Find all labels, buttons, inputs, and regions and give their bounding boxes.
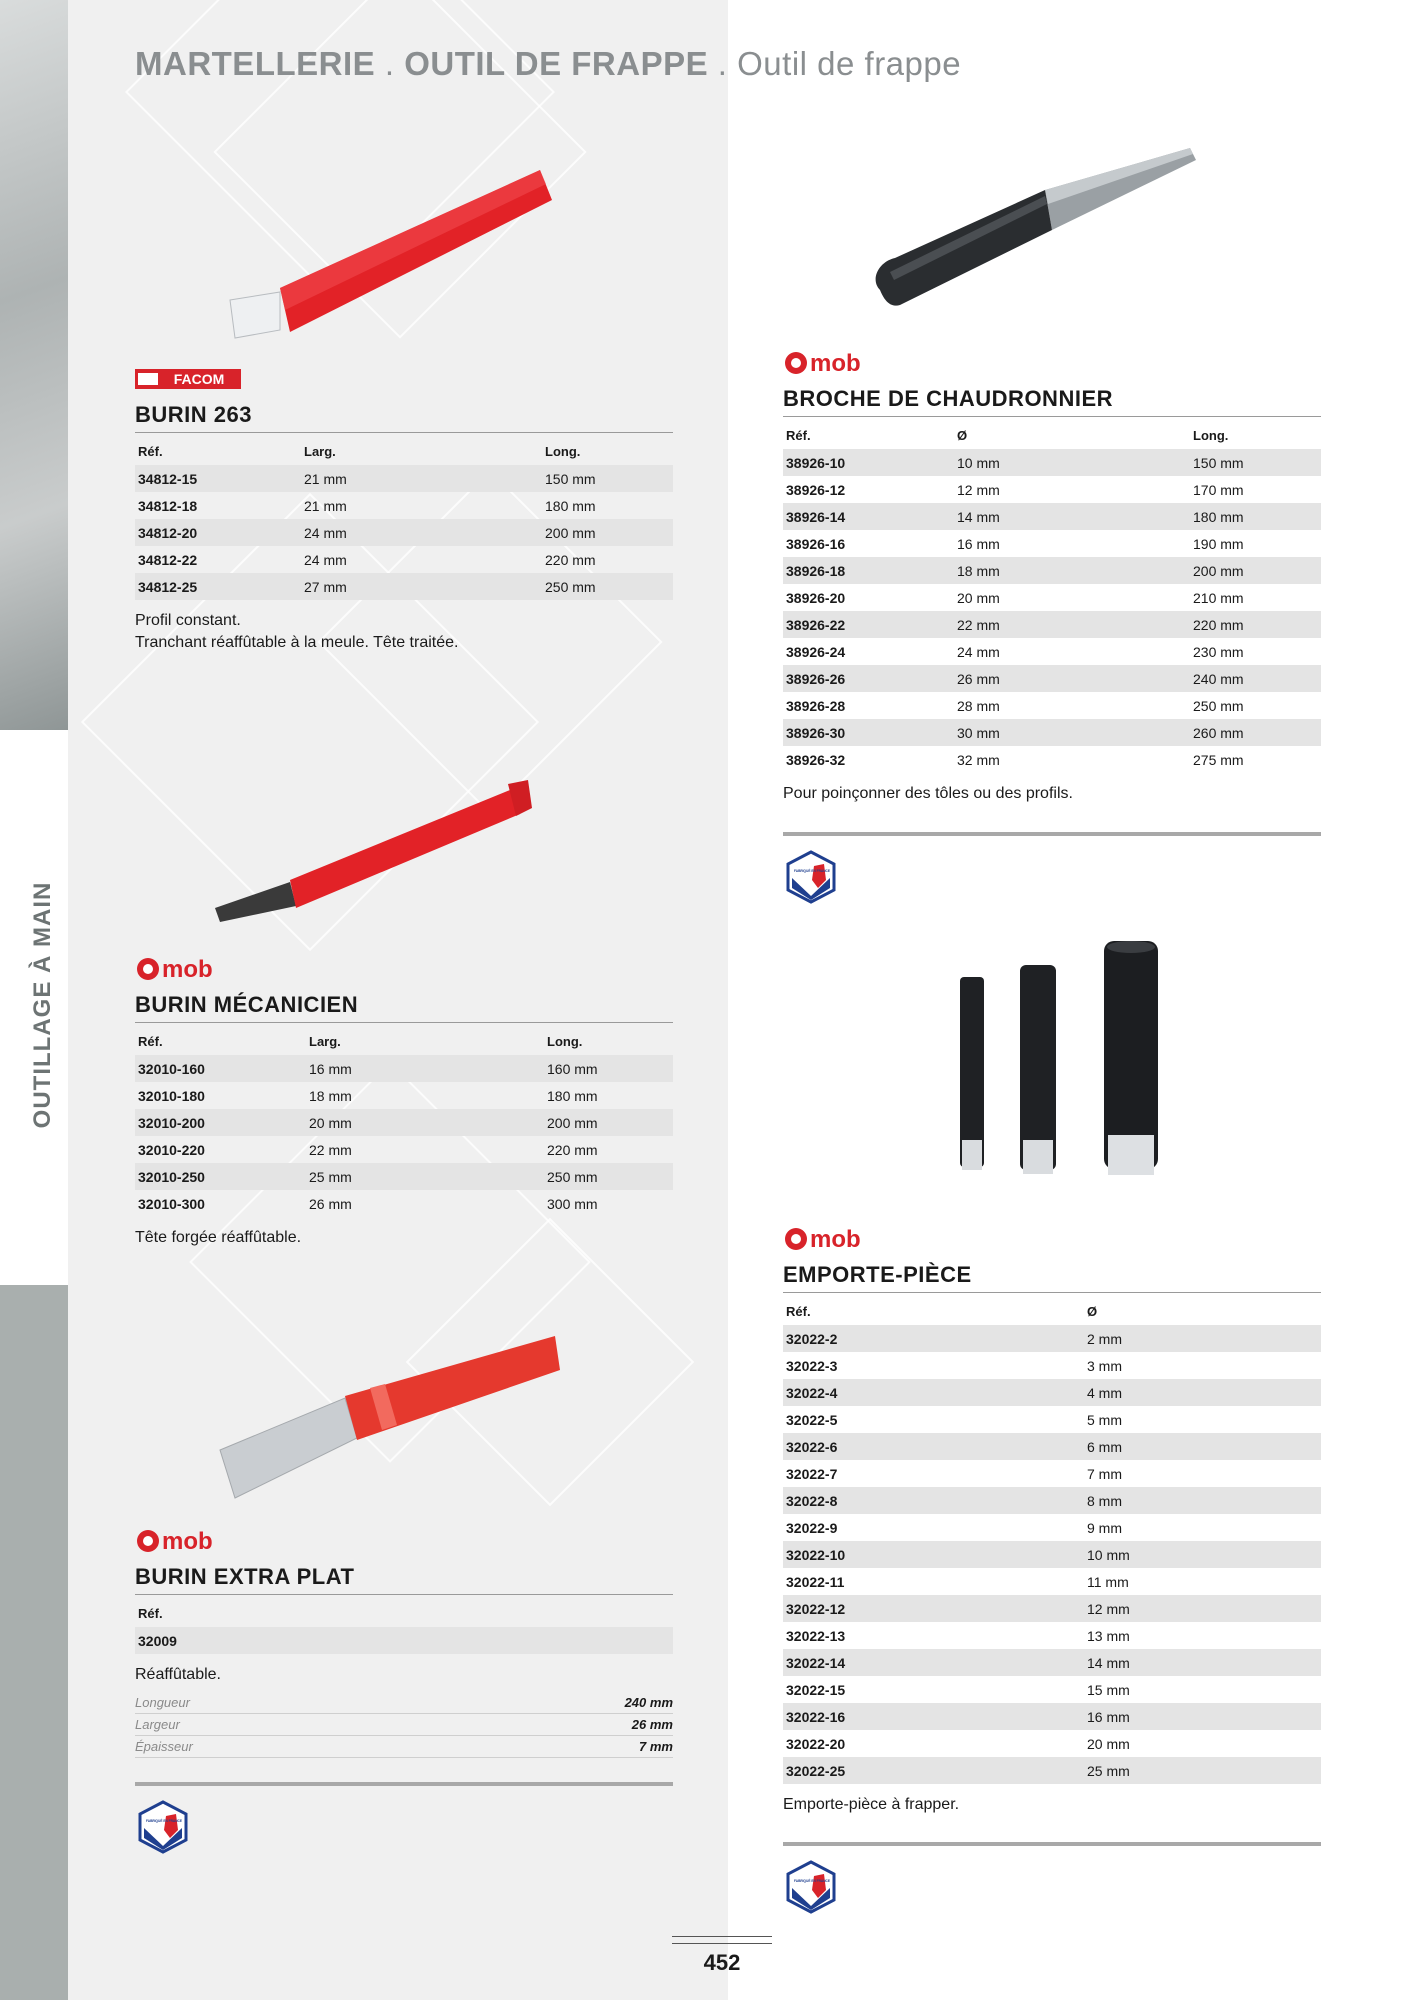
table-row (783, 1352, 1321, 1379)
product-title: BURIN MÉCANICIEN (135, 992, 673, 1023)
ref-cell: 34812-25 (135, 573, 301, 600)
product-description: Emporte-pièce à frapper. (783, 1796, 960, 1813)
ref-cell: 32022-4 (783, 1379, 1084, 1406)
section-divider (783, 832, 1321, 836)
column-header: Réf. (786, 428, 811, 443)
brand-name: mob (162, 1528, 213, 1554)
burin-mecanicien-section (135, 956, 673, 1249)
ref-cell: 38926-32 (786, 751, 846, 768)
ref-cell: 32022-7 (786, 1465, 838, 1482)
diameter-cell: 25 mm (1084, 1757, 1321, 1784)
sidebar-bottom-band (0, 1285, 68, 2000)
length-cell: 180 mm (547, 1087, 598, 1104)
dimension-value: 7 mm (639, 1739, 673, 1754)
ref-cell: 32010-180 (138, 1087, 205, 1104)
ref-cell: 32022-2 (783, 1325, 1084, 1352)
length-cell: 250 mm (544, 1163, 673, 1190)
table-row (783, 503, 1321, 530)
width-cell: 21 mm (304, 497, 347, 514)
table-row (783, 1757, 1321, 1784)
diameter-cell: 10 mm (1084, 1541, 1321, 1568)
product-title: BURIN EXTRA PLAT (135, 1564, 673, 1595)
ref-cell: 38926-28 (786, 697, 846, 714)
burin-263-image (220, 160, 560, 350)
description-line: Tranchant réaffûtable à la meule. Tête traitée. (135, 634, 459, 651)
column-header: Ø (1087, 1304, 1098, 1319)
table-row (135, 519, 673, 546)
diameter-cell: 10 mm (954, 449, 1190, 476)
product-title: BURIN 263 (135, 402, 673, 433)
ref-cell: 32022-9 (786, 1519, 838, 1536)
length-cell: 210 mm (1193, 589, 1244, 606)
spec-table (135, 1599, 673, 1654)
table-row (783, 1568, 1321, 1595)
diameter-cell: 20 mm (957, 589, 1000, 606)
title-separator: . (708, 45, 738, 82)
diameter-cell: 8 mm (1084, 1487, 1321, 1514)
length-cell: 190 mm (1193, 535, 1244, 552)
table-row (783, 1703, 1321, 1730)
spec-table (783, 421, 1321, 773)
brand-mob (135, 1528, 673, 1554)
table-row (783, 1379, 1321, 1406)
made-in-france-icon (136, 1800, 190, 1854)
width-cell: 24 mm (304, 551, 347, 568)
table-row (783, 692, 1321, 719)
table-row (783, 1622, 1321, 1649)
width-cell: 18 mm (309, 1087, 352, 1104)
table-row (783, 665, 1321, 692)
diameter-cell: 26 mm (954, 665, 1190, 692)
width-cell: 16 mm (306, 1055, 544, 1082)
brand-mob (135, 956, 673, 982)
table-row (783, 1514, 1321, 1541)
ref-cell: 38926-14 (783, 503, 954, 530)
length-cell: 230 mm (1193, 643, 1244, 660)
ref-cell: 32022-16 (783, 1703, 1084, 1730)
length-cell: 275 mm (1193, 751, 1244, 768)
dimension-row (135, 1736, 673, 1758)
ref-cell: 32022-10 (783, 1541, 1084, 1568)
diameter-cell: 12 mm (1084, 1595, 1321, 1622)
diameter-cell: 12 mm (957, 481, 1000, 498)
width-cell: 26 mm (309, 1195, 352, 1212)
emporte-piece-image (950, 935, 1170, 1205)
length-cell: 180 mm (545, 497, 596, 514)
ref-cell: 34812-20 (135, 519, 301, 546)
diameter-cell: 13 mm (1087, 1627, 1130, 1644)
column-header: Larg. (304, 444, 336, 459)
diameter-cell: 11 mm (1087, 1573, 1129, 1590)
table-row (135, 1055, 673, 1082)
badge-text: FABRIQUÉ EN FRANCE (794, 869, 830, 873)
diameter-cell: 28 mm (957, 697, 1000, 714)
section-label: OUTILLAGE À MAIN (29, 881, 56, 1129)
ref-cell: 32022-6 (783, 1433, 1084, 1460)
table-row (783, 1433, 1321, 1460)
table-row (783, 584, 1321, 611)
diameter-cell: 4 mm (1084, 1379, 1321, 1406)
length-cell: 220 mm (545, 551, 596, 568)
ref-cell: 38926-20 (786, 589, 846, 606)
ref-cell: 34812-18 (138, 497, 198, 514)
width-cell: 20 mm (306, 1109, 544, 1136)
ref-cell: 38926-24 (786, 643, 846, 660)
diameter-cell: 32 mm (957, 751, 1000, 768)
burin-extra-plat-image (215, 1330, 565, 1510)
made-in-france-icon (784, 1860, 838, 1914)
ref-cell: 38926-12 (786, 481, 846, 498)
dimension-label: Longueur (135, 1695, 190, 1710)
page-number: 452 (703, 1950, 741, 1975)
spec-table (135, 437, 673, 600)
title-family: Outil de frappe (737, 45, 962, 82)
ref-cell: 38926-10 (783, 449, 954, 476)
table-row (135, 573, 673, 600)
dimension-value: 240 mm (624, 1695, 673, 1710)
column-header: Réf. (786, 1304, 811, 1319)
mob-logo-icon (135, 956, 239, 982)
mob-logo-icon (783, 350, 887, 376)
length-cell: 200 mm (542, 519, 673, 546)
mob-logo-icon (783, 1226, 887, 1252)
ref-cell: 38926-16 (786, 535, 846, 552)
length-cell: 200 mm (1190, 557, 1321, 584)
dimension-label: Épaisseur (135, 1739, 193, 1754)
title-subcategory: OUTIL DE FRAPPE (404, 45, 709, 82)
length-cell: 260 mm (1190, 719, 1321, 746)
broche-section (783, 350, 1321, 805)
length-cell: 160 mm (544, 1055, 673, 1082)
table-row (135, 1627, 673, 1654)
table-row (135, 1163, 673, 1190)
column-header: Larg. (309, 1034, 341, 1049)
diameter-cell: 18 mm (954, 557, 1190, 584)
diameter-cell: 7 mm (1087, 1465, 1122, 1482)
length-cell: 250 mm (542, 573, 673, 600)
table-row (135, 1082, 673, 1109)
table-row (783, 746, 1321, 773)
diameter-cell: 5 mm (1087, 1411, 1122, 1428)
diameter-cell: 14 mm (954, 503, 1190, 530)
ref-cell: 32010-200 (135, 1109, 306, 1136)
diameter-cell: 2 mm (1084, 1325, 1321, 1352)
length-cell: 170 mm (1193, 481, 1244, 498)
column-header: Réf. (138, 1034, 163, 1049)
table-row (783, 476, 1321, 503)
ref-cell: 32022-8 (783, 1487, 1084, 1514)
product-description: Tête forgée réaffûtable. (135, 1229, 302, 1246)
ref-cell: 38926-18 (783, 557, 954, 584)
length-cell: 300 mm (547, 1195, 598, 1212)
ref-cell: 38926-30 (783, 719, 954, 746)
ref-cell: 32022-25 (783, 1757, 1084, 1784)
ref-cell: 34812-15 (135, 465, 301, 492)
sidebar-decoration (0, 0, 68, 730)
table-row (135, 1109, 673, 1136)
ref-cell: 34812-22 (138, 551, 198, 568)
table-row (135, 1136, 673, 1163)
burin-extra-plat-section (135, 1528, 673, 1758)
ref-cell: 32022-15 (786, 1681, 846, 1698)
length-cell: 150 mm (542, 465, 673, 492)
column-header: Long. (547, 1034, 583, 1049)
ref-cell: 38926-22 (783, 611, 954, 638)
brand-name: mob (810, 1226, 861, 1252)
table-row (783, 557, 1321, 584)
burin-mecanicien-image (210, 780, 540, 940)
dimension-label: Largeur (135, 1717, 180, 1732)
diameter-cell: 15 mm (1087, 1681, 1130, 1698)
table-row (783, 1649, 1321, 1676)
dimension-value: 26 mm (631, 1717, 673, 1732)
badge-text: FABRIQUÉ EN FRANCE (146, 1819, 182, 1823)
broche-image (860, 140, 1200, 320)
diameter-cell: 14 mm (1084, 1649, 1321, 1676)
ref-cell: 32010-250 (135, 1163, 306, 1190)
column-header: Réf. (138, 444, 163, 459)
page-number-rule (672, 1936, 772, 1944)
ref-cell: 32022-14 (783, 1649, 1084, 1676)
diameter-cell: 30 mm (954, 719, 1190, 746)
length-cell: 220 mm (1190, 611, 1321, 638)
diameter-cell: 6 mm (1084, 1433, 1321, 1460)
burin-263-section (135, 366, 673, 654)
table-row (783, 1676, 1321, 1703)
brand-name: mob (810, 350, 861, 376)
dimension-row (135, 1714, 673, 1736)
width-cell: 27 mm (301, 573, 542, 600)
badge-text: FABRIQUÉ EN FRANCE (794, 1879, 830, 1883)
ref-cell: 38926-26 (783, 665, 954, 692)
diameter-cell: 9 mm (1087, 1519, 1122, 1536)
column-header: Long. (1193, 428, 1229, 443)
table-row (783, 449, 1321, 476)
length-cell: 150 mm (1190, 449, 1321, 476)
column-header: Long. (545, 444, 581, 459)
diameter-cell: 22 mm (954, 611, 1190, 638)
brand-name: mob (162, 956, 213, 982)
column-header: Ø (957, 428, 968, 443)
table-row (783, 1541, 1321, 1568)
title-category: MARTELLERIE (135, 45, 376, 82)
product-title: BROCHE DE CHAUDRONNIER (783, 386, 1321, 417)
table-row (783, 1730, 1321, 1757)
length-cell: 250 mm (1193, 697, 1244, 714)
made-in-france-icon (784, 850, 838, 904)
table-row (135, 465, 673, 492)
table-row (783, 1595, 1321, 1622)
width-cell: 25 mm (306, 1163, 544, 1190)
ref-cell: 32010-300 (138, 1195, 205, 1212)
diameter-cell: 16 mm (1084, 1703, 1321, 1730)
brand-name: FACOM (173, 371, 225, 387)
ref-cell: 32010-160 (135, 1055, 306, 1082)
brand-facom (135, 366, 673, 392)
product-description: Pour poinçonner des tôles ou des profils. (783, 785, 1073, 802)
column-header: Réf. (138, 1606, 163, 1621)
product-title: EMPORTE-PIÈCE (783, 1262, 1321, 1293)
table-row (783, 530, 1321, 557)
spec-table (783, 1297, 1321, 1784)
length-cell: 200 mm (544, 1109, 673, 1136)
table-row (783, 611, 1321, 638)
mob-logo-icon (135, 1528, 239, 1554)
table-row (783, 638, 1321, 665)
table-row (135, 492, 673, 519)
diameter-cell: 24 mm (957, 643, 1000, 660)
table-row (783, 1460, 1321, 1487)
emporte-piece-section (783, 1226, 1321, 1816)
product-description: Réaffûtable. (135, 1666, 221, 1683)
diameter-cell: 16 mm (957, 535, 1000, 552)
table-row (135, 1190, 673, 1217)
title-separator: . (375, 45, 405, 82)
ref-cell: 32022-12 (783, 1595, 1084, 1622)
section-divider (135, 1782, 673, 1786)
ref-cell: 32009 (135, 1627, 673, 1654)
ref-cell: 32022-20 (786, 1735, 846, 1752)
dimensions-list (135, 1692, 673, 1758)
brand-mob (783, 350, 1321, 376)
length-cell: 240 mm (1190, 665, 1321, 692)
width-cell: 21 mm (301, 465, 542, 492)
width-cell: 24 mm (301, 519, 542, 546)
table-row (783, 1487, 1321, 1514)
ref-cell: 32022-3 (786, 1357, 838, 1374)
width-cell: 22 mm (309, 1141, 352, 1158)
ref-cell: 32010-220 (138, 1141, 205, 1158)
section-divider (783, 1842, 1321, 1846)
product-description (135, 610, 673, 654)
description-line: Profil constant. (135, 612, 241, 629)
diameter-cell: 20 mm (1087, 1735, 1130, 1752)
length-cell: 180 mm (1190, 503, 1321, 530)
diameter-cell: 3 mm (1087, 1357, 1122, 1374)
facom-logo-icon (135, 369, 241, 389)
table-row (135, 546, 673, 573)
table-row (783, 1406, 1321, 1433)
table-row (783, 1325, 1321, 1352)
length-cell: 220 mm (547, 1141, 598, 1158)
ref-cell: 32022-5 (786, 1411, 838, 1428)
dimension-row (135, 1692, 673, 1714)
ref-cell: 32022-11 (786, 1573, 845, 1590)
spec-table (135, 1027, 673, 1217)
ref-cell: 32022-13 (786, 1627, 846, 1644)
table-row (783, 719, 1321, 746)
page-title (135, 45, 961, 83)
brand-mob (783, 1226, 1321, 1252)
